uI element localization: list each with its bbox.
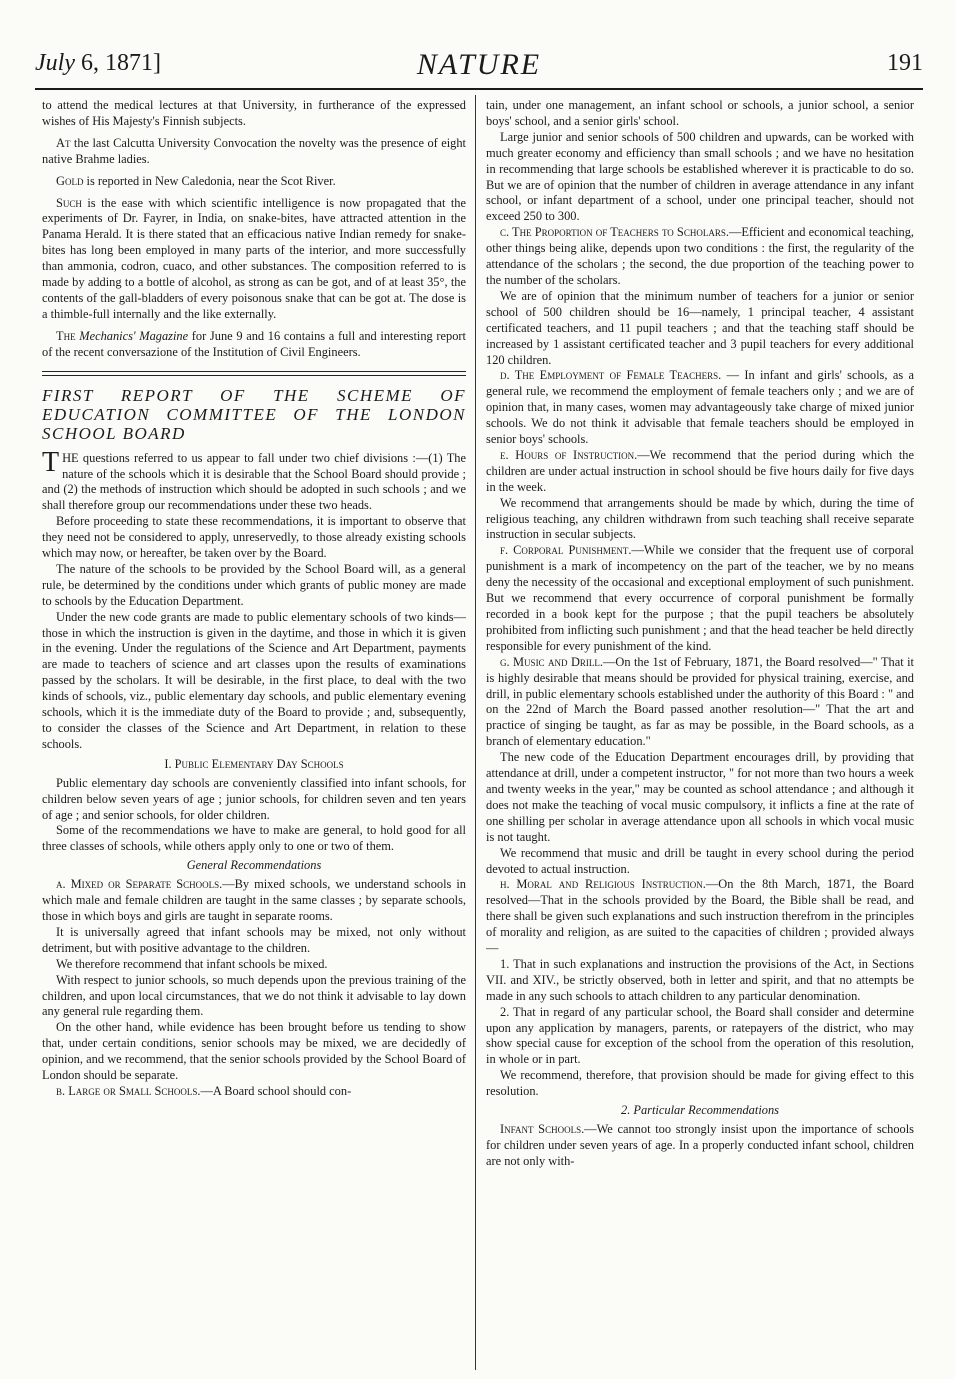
subsection-heading: 2. Particular Recommendations	[621, 1103, 779, 1118]
paragraph	[42, 877, 466, 925]
paragraph-text: is the ease with which scientific intelligence is now propagated that the experiments of Dr. Fayrer, in India, on snake-bites, have attracted attention in the Panama Herald. It is there stated that an efficacious native Indian remedy for snake-bites has long been employed in many parts of the interior, and more successfully than ammonia, codron, cuaco, and other substances. The composition referred to is made by adding to a bottle of alcohol, as strong as can be got, and of at least 35°, the contents of the gall-bladders of every poisonous snake that can be got at. The dose is a thimble-full internally and the like externally.	[42, 195, 466, 321]
paragraph-text: —By mixed schools, we understand schools in which male and female children are taught in the same classes ; by separate schools, those in which boys and girls are taught in separate rooms.	[42, 877, 466, 923]
paragraph	[486, 543, 914, 654]
item-heading: Infant Schools.	[500, 1122, 585, 1136]
paragraph: We recommend, therefore, that provision should be made for giving effect to this resolution.	[486, 1068, 914, 1099]
paragraph: 1. That in such explanations and instruction the provisions of the Act, in Sections VII. and XIV., be strictly observed, both in letter and spirit, and that no attempts be made in any such schools to attach children to any particular denomination.	[486, 956, 914, 1003]
paragraph: On the other hand, while evidence has been brought before us tending to show that, under certain conditions, senior schools may be mixed, we are decidedly of opinion, and we recommend, that the senior schools provided by the School Board of London should be separate.	[42, 1020, 466, 1083]
magazine-name: Mechanics' Magazine	[75, 328, 189, 343]
lead-word: At	[56, 135, 71, 150]
paragraph: We therefore recommend that infant schools be mixed.	[56, 956, 328, 971]
paragraph-text: —We cannot too strongly insist upon the importance of schools for children under seven years of age. In a properly conducted infant school, children are not only with-	[486, 1122, 914, 1168]
section-rule	[42, 371, 466, 376]
paragraph	[486, 1122, 914, 1170]
paragraph	[486, 877, 914, 957]
paragraph-text: — In infant and girls' schools, as a general rule, we recommend the employment of female teachers only ; and we are of opinion that, in many cases, women may advantageously take charge of mixed junior schools. We do not think it advisable that female teachers should be employed in senior boys' schools.	[486, 368, 914, 447]
paragraph	[486, 655, 914, 750]
paragraph: We are of opinion that the minimum number of teachers for a junior or senior school of 500 children should be 16—namely, 1 principal teacher, 4 assistant certificated teachers, and 11 pupil teachers ; and that the teaching staff should be increased by 1 assistant certificated teacher and 3 pupil teachers for every additional 120 children.	[486, 288, 914, 367]
paragraph: We recommend that arrangements should be made by which, during the time of religious teaching, any children withdrawn from such teaching shall receive separate instruction in secular subjects.	[486, 495, 914, 542]
left-column	[42, 98, 466, 1368]
item-heading: e. Hours of Instruction.	[500, 447, 638, 462]
paragraph-text: —We recommend that the period during which the children are under actual instruction in school should be five hours daily for five days in the week.	[486, 447, 914, 494]
paragraph-text: is reported in New Caledonia, near the Scot River.	[83, 173, 336, 188]
paragraph: Large junior and senior schools of 500 children and upwards, can be worked with much greater economy and efficiency than small schools ; and we have no hesitation in recommending that large schools be established wherever it is practicable to do so. But we are of opinion that the number of children in average attendance in any infant school, or infant department of a school, under one principal teacher, should not exceed 250 to 300.	[486, 129, 914, 224]
paragraph: to attend the medical lectures at that University, in furtherance of the expressed wishes of His Majesty's Finnish subjects.	[42, 98, 466, 128]
paragraph-text: —While we consider that the frequent use of corporal punishment is a mark of incompetency on the part of the teacher, we by no means deny the necessity of the occasional and exceptional employment of such punishment. But we recommend that every occurrence of corporal punishment be formally recorded in a book kept for the purpose ; that the pupil teachers be absolutely prohibited from inflicting such punishment ; and that the head teacher be held directly responsible for every punishment of the kind.	[486, 543, 914, 653]
paragraph: tain, under one management, an infant school or schools, a junior school, a senior boys' school, and a senior girls' school.	[486, 98, 914, 128]
paragraph: It is universally agreed that infant schools may be mixed, not only without detriment, but with positive advantage to the children.	[42, 924, 466, 955]
paragraph: Before proceeding to state these recommendations, it is important to observe that they need not be considered to apply, unreservedly, to those already existing schools which may now, or hereafter, be taken over by the Board.	[42, 514, 466, 561]
paragraph	[42, 136, 466, 168]
drop-cap: T	[42, 446, 60, 478]
paragraph	[42, 174, 466, 190]
paragraph: We recommend that music and drill be taught in every school during the period devoted to actual instruction.	[486, 845, 914, 876]
paragraph: Public elementary day schools are conveniently classified into infant schools, for children below seven years of age ; junior schools, for children seven and ten years of age ; and senior schools, for older children.	[42, 775, 466, 822]
lead-word: The	[56, 328, 76, 343]
paragraph-text: the last Calcutta University Convocation the novelty was the presence of eight native Brahme ladies.	[42, 135, 466, 166]
paragraph	[486, 368, 914, 448]
paragraph: The nature of the schools to be provided by the School Board will, as a general rule, be determined by the conditions under which grants of public money are made to schools by the Education Department.	[42, 561, 466, 608]
item-heading: f. Corporal Punishment.	[500, 543, 632, 558]
item-heading: g. Music and Drill.	[500, 654, 603, 669]
issue-date-rest: 6, 1871]	[74, 50, 161, 76]
paragraph	[42, 196, 466, 323]
paragraph	[486, 448, 914, 496]
paragraph-text: —A Board school should con-	[200, 1083, 352, 1098]
section-heading: I. Public Elementary Day Schools	[164, 756, 344, 771]
item-heading: b. Large or Small Schools.	[56, 1083, 201, 1098]
paragraph: Under the new code grants are made to public elementary schools of two kinds—those in which the instruction is given in the daytime, and those in which it is given in the evening. Under the regulations of the Science and Art Department, payments are made to teachers of science and art classes upon the results of examinations passed by the scholars. It will be desirable, in the first place, to deal with the two kinds of schools, viz., public elementary day schools, and public elementary evening schools, which it is the immediate duty of the Board to provide ; and, subsequently, to consider the classes of the Science and Art Department, in relation to these schools.	[42, 609, 466, 751]
right-column	[486, 98, 914, 1368]
article-title: FIRST REPORT OF THE SCHEME OF EDUCATION COMMITTEE OF THE LONDON SCHOOL BOARD	[42, 385, 466, 443]
item-heading: h. Moral and Religious Instruction.	[500, 877, 706, 892]
column-divider	[475, 95, 476, 1370]
issue-date-month: July	[35, 50, 75, 76]
paragraph	[486, 225, 914, 289]
paragraph	[42, 329, 466, 361]
journal-title: NATURE	[416, 48, 542, 81]
paragraph-text: HE questions referred to us appear to fall under two chief divisions :—(1) The nature of the schools which it is desirable that the School Board should provide ; and (2) the methods of instruction which should be adopted in such schools ; and we shall therefore group our recommendations under these two heads.	[42, 450, 466, 513]
paragraph	[42, 1084, 466, 1100]
item-heading: a. Mixed or Separate Schools.	[56, 877, 223, 892]
paragraph: Some of the recommendations we have to make are general, to hold good for all three classes of schools, while others apply only to one or two of them.	[42, 823, 466, 854]
item-heading: d. The Employment of Female Teachers.	[500, 368, 722, 383]
page-header	[35, 48, 923, 90]
paragraph-text: —On the 1st of February, 1871, the Board resolved—" That it is highly desirable that means should be provided for physical training, exercise, and drill, in public elementary schools established under the authority of this Board : " and on the 22nd of March the Board passed another resolution—" That the art and practice of singing be taught, as far as may be possible, in the Board schools, as a branch of elementary education."	[486, 654, 914, 749]
subsection-heading: General Recommendations	[186, 858, 322, 873]
lead-word: Gold	[56, 173, 84, 188]
paragraph: 2. That in regard of any particular school, the Board shall consider and determine upon any application by managers, parents, or ratepayers of the district, who may show special cause for exception of the school from the operation of this resolution, in whole or in part.	[486, 1004, 914, 1067]
paragraph-text: —Efficient and economical teaching, other things being alike, depends upon two conditions : the first, the regularity of the attendance of the scholars ; the second, the due proportion of the teaching power to the number of the scholars.	[486, 225, 914, 287]
paragraph: With respect to junior schools, so much depends upon the previous training of the children, and upon local circumstances, that we do not think it advisable to lay down any general rule regarding them.	[42, 972, 466, 1019]
paragraph-text: for June 9 and 16 contains a full and interesting report of the recent conversazione of the Institution of Civil Engineers.	[42, 328, 466, 359]
item-heading: c. The Proportion of Teachers to Scholars.	[500, 225, 729, 240]
paragraph: The new code of the Education Department encourages drill, by providing that attendance at drill, under a competent instructor, " for not more than two hours a week and twenty weeks in the year," may be counted as school attendance ; and although it does not make the teaching of vocal music compulsory, it inflicts a fine at the rate of one shilling per scholar in average attendance upon all schools in which vocal music is not taught.	[486, 750, 914, 844]
paragraph-text: —On the 8th March, 1871, the Board resolved—That in the schools provided by the Board, the Bible shall be read, and there shall be given such explanations and such instruction therefrom in the principles of morality and religion, as are suited to the capacities of children ; provided always—	[486, 877, 914, 956]
lead-word: Such	[56, 195, 82, 210]
paragraph	[42, 446, 466, 515]
page-number: 191	[887, 50, 923, 76]
